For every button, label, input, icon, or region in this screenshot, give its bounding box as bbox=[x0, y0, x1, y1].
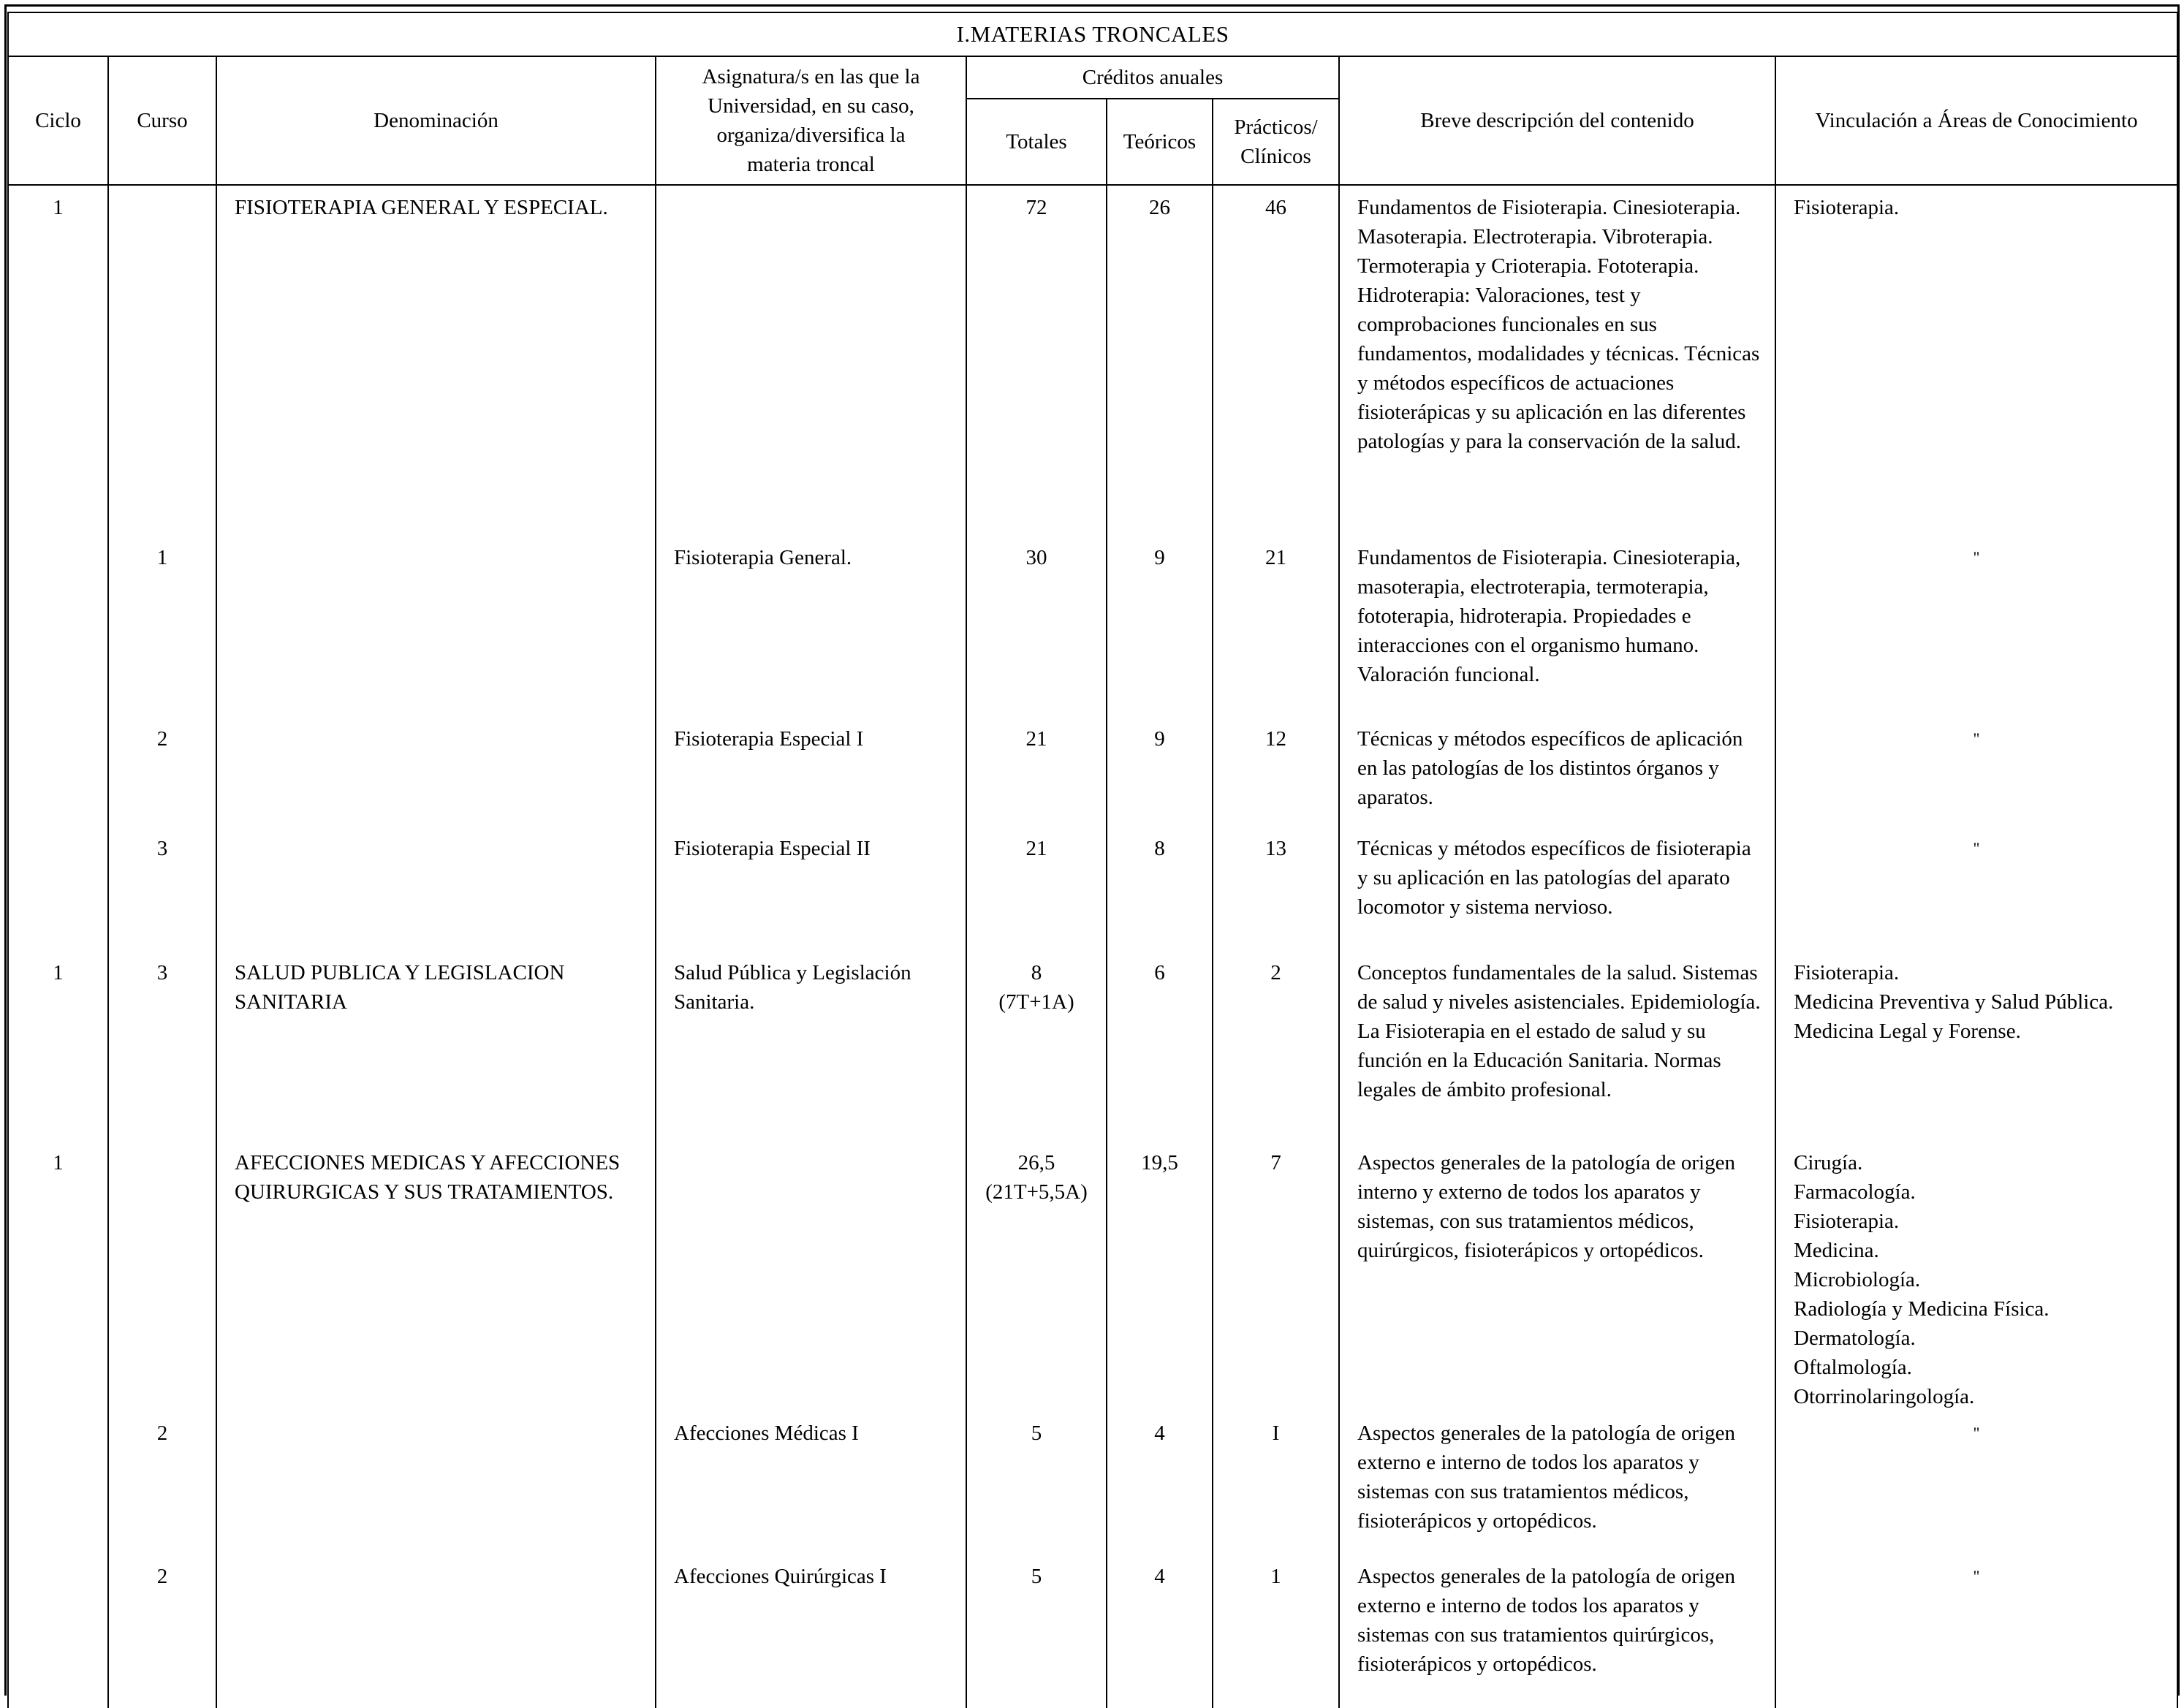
table-row bbox=[8, 536, 2177, 717]
totales-value: 30 bbox=[1025, 546, 1047, 569]
cell-asignatura: Salud Pública y Legislación Sanitaria. bbox=[656, 951, 966, 1141]
cell-vinculacion bbox=[1775, 1555, 2177, 1708]
cell-practicos: 46 bbox=[1213, 185, 1339, 536]
header-practicos: Prácticos/ Clínicos bbox=[1213, 99, 1339, 185]
materias-troncales-table bbox=[7, 12, 2178, 1708]
header-descripcion: Breve descripción del contenido bbox=[1339, 56, 1775, 185]
cell-totales bbox=[966, 827, 1107, 951]
header-denominacion: Denominación bbox=[216, 56, 656, 185]
cell-asignatura: Afecciones Médicas I bbox=[656, 1411, 966, 1555]
area-item: " bbox=[1973, 1567, 1980, 1585]
totales-value: 5 bbox=[1031, 1565, 1042, 1588]
totales-breakdown: (7T+1A) bbox=[998, 990, 1074, 1014]
cell-teoricos: 4 bbox=[1107, 1555, 1213, 1708]
cell-denominacion bbox=[216, 827, 656, 951]
cell-curso: 2 bbox=[108, 1411, 216, 1555]
area-item: Fisioterapia. bbox=[1794, 961, 1900, 984]
table-row bbox=[8, 1141, 2177, 1411]
cell-totales bbox=[966, 1141, 1107, 1411]
table-row bbox=[8, 1411, 2177, 1555]
area-item: " bbox=[1973, 839, 1980, 857]
cell-vinculacion bbox=[1775, 185, 2177, 536]
table-row bbox=[8, 1555, 2177, 1708]
area-item: Microbiología. bbox=[1794, 1268, 1921, 1291]
area-item: Dermatología. bbox=[1794, 1326, 1916, 1350]
area-item: " bbox=[1973, 1424, 1980, 1442]
area-item: " bbox=[1973, 548, 1980, 566]
cell-totales bbox=[966, 1555, 1107, 1708]
cell-asignatura: Afecciones Quirúrgicas I bbox=[656, 1555, 966, 1708]
cell-totales bbox=[966, 536, 1107, 717]
cell-curso: 2 bbox=[108, 717, 216, 827]
totales-value: 21 bbox=[1025, 727, 1047, 751]
cell-practicos: 7 bbox=[1213, 1141, 1339, 1411]
area-item: Farmacología. bbox=[1794, 1180, 1916, 1204]
totales-breakdown: (21T+5,5A) bbox=[985, 1180, 1088, 1204]
table-row bbox=[8, 951, 2177, 1141]
cell-denominacion: AFECCIONES MEDICAS Y AFECCIONES QUIRURGICAS Y SUS TRATAMIENTOS. bbox=[216, 1141, 656, 1411]
cell-teoricos: 9 bbox=[1107, 717, 1213, 827]
cell-practicos: 1 bbox=[1213, 1555, 1339, 1708]
area-item: Fisioterapia. bbox=[1794, 196, 1900, 219]
table-row bbox=[8, 827, 2177, 951]
header-curso: Curso bbox=[108, 56, 216, 185]
cell-asignatura bbox=[656, 1141, 966, 1411]
cell-ciclo bbox=[8, 827, 108, 951]
cell-denominacion: FISIOTERAPIA GENERAL Y ESPECIAL. bbox=[216, 185, 656, 536]
cell-vinculacion bbox=[1775, 1141, 2177, 1411]
cell-descripcion: Aspectos generales de la patología de origen externo e interno de todos los aparatos y sistemas con sus tratamientos quirúrgicos, fisioterápicos y ortopédicos. bbox=[1339, 1555, 1775, 1708]
cell-descripcion: Aspectos generales de la patología de origen interno y externo de todos los aparatos y sistemas, con sus tratamientos médicos, quirúrgicos, fisioterápicos y ortopédicos. bbox=[1339, 1141, 1775, 1411]
area-item: Fisioterapia. bbox=[1794, 1210, 1900, 1233]
area-item: Medicina Preventiva y Salud Pública. bbox=[1794, 990, 2114, 1014]
header-creditos: Créditos anuales bbox=[966, 56, 1339, 99]
cell-curso: 1 bbox=[108, 536, 216, 717]
cell-curso: 3 bbox=[108, 827, 216, 951]
cell-ciclo: 1 bbox=[8, 951, 108, 1141]
cell-teoricos: 26 bbox=[1107, 185, 1213, 536]
cell-descripcion: Técnicas y métodos específicos de aplicación en las patologías de los distintos órganos y aparatos. bbox=[1339, 717, 1775, 827]
totales-value: 21 bbox=[1025, 837, 1047, 860]
cell-practicos: 12 bbox=[1213, 717, 1339, 827]
area-item: Medicina Legal y Forense. bbox=[1794, 1020, 2021, 1043]
cell-asignatura: Fisioterapia General. bbox=[656, 536, 966, 717]
cell-teoricos: 9 bbox=[1107, 536, 1213, 717]
cell-vinculacion bbox=[1775, 1411, 2177, 1555]
cell-vinculacion bbox=[1775, 536, 2177, 717]
cell-teoricos: 8 bbox=[1107, 827, 1213, 951]
area-item: Radiología y Medicina Física. bbox=[1794, 1297, 2050, 1321]
header-totales: Totales bbox=[966, 99, 1107, 185]
totales-value: 26,5 bbox=[1017, 1151, 1055, 1174]
header-asignatura: Asignatura/s en las que la Universidad, en su caso, organiza/diversifica la materia troncal bbox=[656, 56, 966, 185]
cell-curso: 2 bbox=[108, 1555, 216, 1708]
cell-descripcion: Aspectos generales de la patología de origen externo e interno de todos los aparatos y sistemas con sus tratamientos médicos, fisioterápicos y ortopédicos. bbox=[1339, 1411, 1775, 1555]
cell-practicos: I bbox=[1213, 1411, 1339, 1555]
cell-denominacion bbox=[216, 536, 656, 717]
table-row bbox=[8, 185, 2177, 536]
cell-asignatura: Fisioterapia Especial II bbox=[656, 827, 966, 951]
cell-totales bbox=[966, 717, 1107, 827]
cell-descripcion: Fundamentos de Fisioterapia. Cinesioterapia. Masoterapia. Electroterapia. Vibroterapia. Termoterapia y Crioterapia. Fototerapia. Hidroterapia: Valoraciones, test y comprobaciones funcionales en sus fundamentos, modalidades y técnicas. Técnicas y métodos específicos de actuaciones fisioterápicas y su aplicación en las diferentes patologías y para la conservación de la salud. bbox=[1339, 185, 1775, 536]
cell-denominacion: SALUD PUBLICA Y LEGISLACION SANITARIA bbox=[216, 951, 656, 1141]
cell-asignatura: Fisioterapia Especial I bbox=[656, 717, 966, 827]
area-item: Oftalmología. bbox=[1794, 1356, 1912, 1379]
header-ciclo: Ciclo bbox=[8, 56, 108, 185]
area-item: Cirugía. bbox=[1794, 1151, 1863, 1174]
totales-value: 5 bbox=[1031, 1422, 1042, 1445]
cell-vinculacion bbox=[1775, 717, 2177, 827]
cell-ciclo: 1 bbox=[8, 185, 108, 536]
table-title: I.MATERIAS TRONCALES bbox=[8, 12, 2177, 56]
cell-denominacion bbox=[216, 717, 656, 827]
table-row bbox=[8, 717, 2177, 827]
cell-totales bbox=[966, 1411, 1107, 1555]
cell-teoricos: 6 bbox=[1107, 951, 1213, 1141]
header-teoricos: Teóricos bbox=[1107, 99, 1213, 185]
area-item: " bbox=[1973, 729, 1980, 748]
cell-practicos: 13 bbox=[1213, 827, 1339, 951]
cell-curso bbox=[108, 1141, 216, 1411]
cell-ciclo bbox=[8, 717, 108, 827]
cell-teoricos: 19,5 bbox=[1107, 1141, 1213, 1411]
cell-ciclo: 1 bbox=[8, 1141, 108, 1411]
cell-denominacion bbox=[216, 1555, 656, 1708]
cell-vinculacion bbox=[1775, 951, 2177, 1141]
header-vinculacion: Vinculación a Áreas de Conocimiento bbox=[1775, 56, 2177, 185]
cell-ciclo bbox=[8, 1555, 108, 1708]
cell-descripcion: Técnicas y métodos específicos de fisioterapia y su aplicación en las patologías del aparato locomotor y sistema nervioso. bbox=[1339, 827, 1775, 951]
cell-curso: 3 bbox=[108, 951, 216, 1141]
totales-value: 72 bbox=[1025, 196, 1047, 219]
cell-descripcion: Conceptos fundamentales de la salud. Sistemas de salud y niveles asistenciales. Epidemiología. La Fisioterapia en el estado de salud y su función en la Educación Sanitaria. Normas legales de ámbito profesional. bbox=[1339, 951, 1775, 1141]
cell-totales bbox=[966, 951, 1107, 1141]
totales-value: 8 bbox=[1031, 961, 1042, 984]
area-item: Medicina. bbox=[1794, 1239, 1879, 1262]
cell-practicos: 2 bbox=[1213, 951, 1339, 1141]
cell-descripcion: Fundamentos de Fisioterapia. Cinesioterapia, masoterapia, electroterapia, termoterapia, fototerapia, hidroterapia. Propiedades e interacciones con el organismo humano. Valoración funcional. bbox=[1339, 536, 1775, 717]
cell-vinculacion bbox=[1775, 827, 2177, 951]
cell-curso bbox=[108, 185, 216, 536]
cell-practicos: 21 bbox=[1213, 536, 1339, 717]
cell-ciclo bbox=[8, 1411, 108, 1555]
area-item: Otorrinolaringología. bbox=[1794, 1385, 1975, 1408]
cell-asignatura bbox=[656, 185, 966, 536]
cell-ciclo bbox=[8, 536, 108, 717]
cell-totales bbox=[966, 185, 1107, 536]
cell-denominacion bbox=[216, 1411, 656, 1555]
cell-teoricos: 4 bbox=[1107, 1411, 1213, 1555]
